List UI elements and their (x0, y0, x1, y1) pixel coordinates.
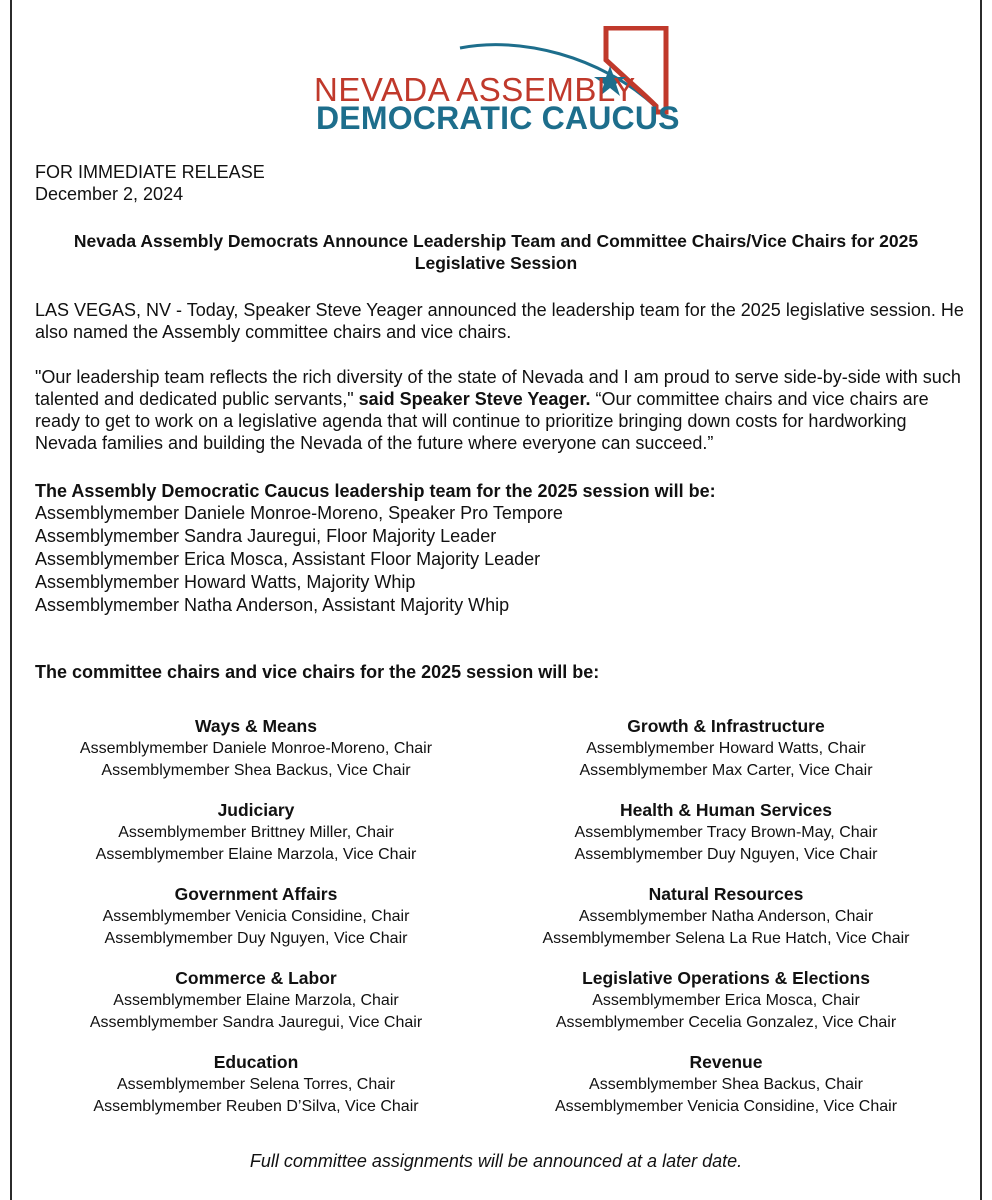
committee-vice-chair: Assemblymember Venicia Considine, Vice Chair (554, 1098, 898, 1115)
quote-attribution: said Speaker Steve Yeager. (358, 389, 591, 409)
committees-heading: The committee chairs and vice chairs for the 2025 session will be: (35, 662, 600, 682)
release-label: FOR IMMEDIATE RELEASE (35, 162, 265, 182)
logo-line-democratic-caucus: DEMOCRATIC CAUCUS (316, 100, 680, 136)
committee-name: Revenue (689, 1052, 763, 1072)
committees-right-column (506, 714, 946, 1134)
committee-name: Natural Resources (648, 884, 804, 904)
committee-chair: Assemblymember Selena Torres, Chair (116, 1076, 396, 1093)
committee-vice-chair: Assemblymember Sandra Jauregui, Vice Chair (89, 1014, 423, 1031)
committee-name: Growth & Infrastructure (627, 716, 825, 736)
caucus-logo (310, 26, 690, 136)
leadership-member: Assemblymember Daniele Monroe-Moreno, Speaker Pro Tempore (35, 503, 563, 523)
leadership-member: Assemblymember Howard Watts, Majority Whip (35, 572, 416, 592)
page-border-right (980, 0, 982, 1200)
committee-chair: Assemblymember Erica Mosca, Chair (592, 992, 860, 1009)
intro-paragraph: LAS VEGAS, NV - Today, Speaker Steve Yeager announced the leadership team for the 2025 legislative session. He also named the Assembly committee chairs and vice chairs. (35, 300, 964, 342)
release-date: December 2, 2024 (35, 184, 184, 204)
committee-vice-chair: Assemblymember Max Carter, Vice Chair (579, 762, 873, 779)
committee-name: Education (213, 1052, 299, 1072)
logo-line-nevada-assembly: NEVADA ASSEMBLY (314, 71, 636, 108)
page-border-left (10, 0, 12, 1200)
committee-name: Legislative Operations & Elections (582, 968, 870, 988)
committee-chair: Assemblymember Natha Anderson, Chair (578, 908, 874, 925)
committee-block (506, 714, 946, 798)
quote-paragraph (35, 366, 965, 454)
committee-block (506, 882, 946, 966)
committee-vice-chair: Assemblymember Duy Nguyen, Vice Chair (574, 846, 878, 863)
committee-chair: Assemblymember Howard Watts, Chair (586, 740, 866, 757)
committee-block (506, 966, 946, 1050)
quote-part-2: “Our committee chairs and vice chairs are ready to get to work on a legislative agenda that will continue to prioritize bringing down costs for hardworking Nevada families and building the Nevada of the future where everyone can succeed.” (35, 389, 929, 453)
committee-name: Commerce & Labor (175, 968, 337, 988)
headline: Nevada Assembly Democrats Announce Leadership Team and Committee Chairs/Vice Chairs for 2025 Legislative Session (73, 231, 919, 273)
committee-block (506, 798, 946, 882)
committee-block (36, 1050, 476, 1134)
committee-chair: Assemblymember Daniele Monroe-Moreno, Chair (79, 740, 433, 757)
leadership-list (35, 502, 563, 617)
quote-part-1: "Our leadership team reflects the rich diversity of the state of Nevada and I am proud to serve side-by-side with such talented and dedicated public servants," (35, 367, 961, 409)
committee-chair: Assemblymember Venicia Considine, Chair (102, 908, 410, 925)
leadership-member: Assemblymember Sandra Jauregui, Floor Majority Leader (35, 526, 497, 546)
committee-name: Government Affairs (174, 884, 338, 904)
committee-block (506, 1050, 946, 1134)
committee-name: Judiciary (217, 800, 295, 820)
committee-chair: Assemblymember Shea Backus, Chair (589, 1076, 863, 1093)
committee-vice-chair: Assemblymember Duy Nguyen, Vice Chair (104, 930, 408, 947)
committee-vice-chair: Assemblymember Shea Backus, Vice Chair (101, 762, 411, 779)
committee-chair: Assemblymember Brittney Miller, Chair (118, 824, 394, 841)
committee-block (36, 966, 476, 1050)
committee-vice-chair: Assemblymember Elaine Marzola, Vice Chair (95, 846, 417, 863)
committee-block (36, 714, 476, 798)
committee-block (36, 798, 476, 882)
leadership-member: Assemblymember Erica Mosca, Assistant Floor Majority Leader (35, 549, 541, 569)
committee-name: Ways & Means (195, 716, 317, 736)
committee-chair: Assemblymember Tracy Brown-May, Chair (574, 824, 878, 841)
committee-vice-chair: Assemblymember Cecelia Gonzalez, Vice Chair (555, 1014, 897, 1031)
footer-note: Full committee assignments will be announced at a later date. (249, 1151, 743, 1171)
committee-chair: Assemblymember Elaine Marzola, Chair (113, 992, 399, 1009)
committee-vice-chair: Assemblymember Selena La Rue Hatch, Vice Chair (542, 930, 910, 947)
committee-block (36, 882, 476, 966)
leadership-heading: The Assembly Democratic Caucus leadership team for the 2025 session will be: (35, 481, 716, 501)
leadership-member: Assemblymember Natha Anderson, Assistant Majority Whip (35, 595, 510, 615)
committees-left-column (36, 714, 476, 1134)
committee-name: Health & Human Services (619, 800, 833, 820)
committee-vice-chair: Assemblymember Reuben D’Silva, Vice Chair (93, 1098, 419, 1115)
